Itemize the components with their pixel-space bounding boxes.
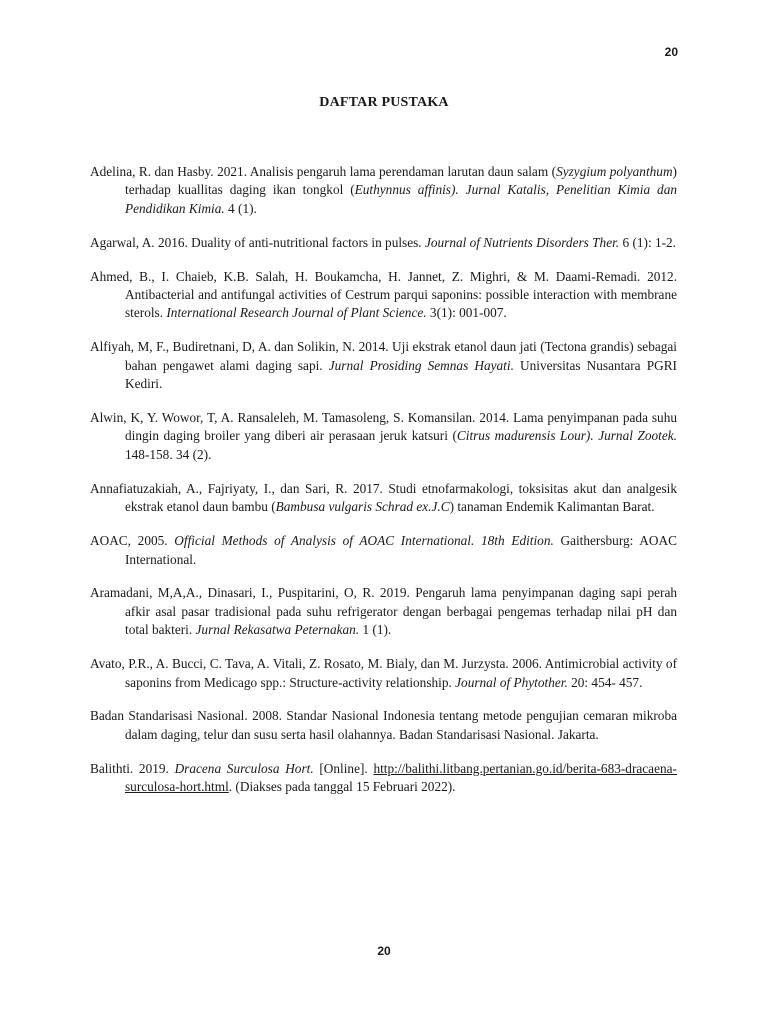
reference-text: 6 (1): 1-2. [619, 234, 677, 250]
reference-text: Aramadani, M,A,A., Dinasari, I., Puspitarini, O, R. 2019. Pengaruh lama penyimpanan daging sapi perah afkir asal pasar tradisional pada suhu refrigerator dengan berbagai pengemas terhadap nilai pH dan total bakteri. [90, 585, 677, 638]
reference-entry [90, 163, 677, 218]
page-number-bottom: 20 [377, 944, 391, 958]
reference-text: [Online]. [313, 760, 374, 776]
reference-url-link[interactable]: http://balithi.litbang.pertanian.go.id/berita-683-dracaena-surculosa-hort.html [125, 760, 677, 795]
reference-text: Gaithersburg: AOAC International. [125, 533, 677, 567]
reference-italic-text: International Research Journal of Plant Science. [166, 305, 427, 321]
reference-entry [90, 655, 677, 692]
reference-text: AOAC, 2005. [90, 533, 175, 549]
reference-text: Alfiyah, M, F., Budiretnani, D, A. dan Solikin, N. 2014. Uji ekstrak etanol daun jati (Tectona grandis) sebagai bahan pengawet alami daging sapi. [90, 339, 677, 373]
reference-italic-text: Euthynnus affinis). Jurnal Katalis, Penelitian Kimia dan Pendidikan Kimia. [125, 182, 677, 216]
reference-entry [90, 234, 677, 252]
reference-text: Avato, P.R., A. Bucci, C. Tava, A. Vitali, Z. Rosato, M. Bialy, dan M. Jurzysta. 2006. Antimicrobial activity of saponins from Medicago spp.: Structure-activity relationship. [90, 656, 677, 690]
reference-text: Balithti. 2019. [90, 760, 175, 776]
reference-text: 3(1): 001-007. [426, 305, 507, 321]
reference-entry [90, 707, 677, 744]
reference-italic-text: Bambusa vulgaris Schrad ex.J.C [275, 499, 450, 515]
reference-italic-text: Journal of Phytother. [455, 674, 568, 690]
reference-entry [90, 584, 677, 639]
reference-text: Adelina, R. dan Hasby. 2021. Analisis pengaruh lama perendaman larutan daun salam ( [90, 164, 557, 179]
reference-italic-text: Citrus madurensis Lour). Jurnal Zootek. [456, 428, 677, 444]
reference-text: 148-158. 34 (2). [125, 446, 212, 462]
reference-text: . (Diakses pada tanggal 15 Februari 2022). [228, 779, 456, 795]
reference-text: Badan Standarisasi Nasional. 2008. Standar Nasional Indonesia tentang metode pengujian cemaran mikroba dalam daging, telur dan susu serta hasil olahannya. Badan Standarisasi Nasional. Jakarta. [90, 708, 677, 742]
reference-entry [90, 480, 677, 517]
reference-italic-text: Jurnal Prosiding Semnas Hayati. [328, 357, 514, 373]
reference-italic-text: Syzygium polyanthum [556, 164, 673, 179]
reference-italic-text: Official Methods of Analysis of AOAC International. 18th Edition. [174, 533, 554, 549]
page-number-top: 20 [664, 45, 678, 59]
reference-text: Agarwal, A. 2016. Duality of anti-nutritional factors in pulses. [90, 234, 425, 250]
reference-text: 20: 454- 457. [567, 674, 643, 690]
reference-text: ) tanaman Endemik Kalimantan Barat. [449, 499, 655, 515]
reference-italic-text: Dracena Surculosa Hort. [174, 760, 314, 776]
reference-entry [90, 338, 677, 393]
reference-italic-text: Journal of Nutrients Disorders Ther. [424, 234, 620, 250]
reference-text: Annafiatuzakiah, A., Fajriyaty, I., dan Sari, R. 2017. Studi etnofarmakologi, toksisitas akut dan analgesik ekstrak etanol daun bambu ( [90, 480, 677, 515]
reference-entry [90, 532, 677, 569]
reference-entry [90, 409, 677, 464]
reference-text: 1 (1). [359, 622, 392, 638]
reference-text: Alwin, K, Y. Wowor, T, A. Ransaleleh, M. Tamasoleng, S. Komansilan. 2014. Lama penyimpanan pada suhu dingin daging broiler yang diberi air perasaan jeruk katsuri ( [90, 410, 677, 444]
page-title: DAFTAR PUSTAKA [319, 95, 449, 110]
reference-entry [90, 760, 677, 797]
reference-text: Ahmed, B., I. Chaieb, K.B. Salah, H. Boukamcha, H. Jannet, Z. Mighri, & M. Daami-Remadi. 2012. Antibacterial and antifungal activities of Cestrum parqui saponins: possible interaction with membrane sterols. [90, 268, 677, 321]
reference-entry [90, 268, 677, 323]
reference-text: 4 (1). [224, 200, 257, 216]
reference-text: Universitas Nusantara PGRI Kediri. [125, 357, 677, 392]
reference-text: ) terhadap kuallitas daging ikan tongkol ( [125, 164, 677, 198]
reference-italic-text: Jurnal Rekasatwa Peternakan. [195, 622, 360, 638]
reference-list [90, 163, 677, 812]
